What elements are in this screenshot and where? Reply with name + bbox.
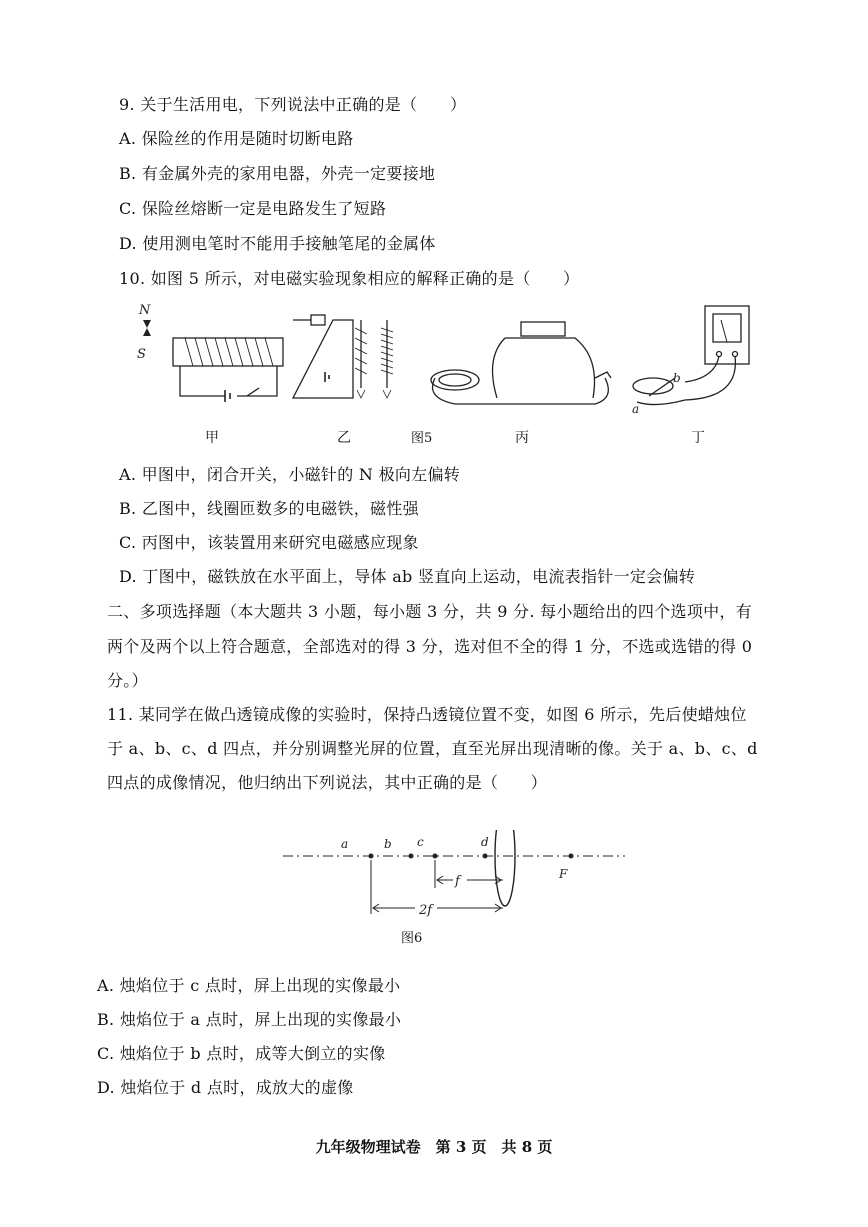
q11-stem-line-1: 11. 某同学在做凸透镜成像的实验时，保持凸透镜位置不变，如图 6 所示，先后使蜡烛位 xyxy=(107,705,747,724)
convex-lens-icon xyxy=(495,830,515,906)
compass-needle-icon xyxy=(143,320,151,336)
q11-option-b: B. 烛焰位于 a 点时，屏上出现的实像最小 xyxy=(97,1010,402,1029)
figure-5-label-yi: 乙 xyxy=(337,430,351,446)
point-2f-marker xyxy=(369,854,374,859)
point-d-marker xyxy=(483,854,488,859)
page-footer: 九年级物理试卷 第 3 页 共 8 页 xyxy=(315,1138,553,1156)
q9-stem: 9. 关于生活用电，下列说法中正确的是（ ） xyxy=(119,95,467,114)
figure-5 xyxy=(125,298,765,448)
two-f-dimension xyxy=(371,860,503,914)
f-label: f xyxy=(455,874,460,889)
compass-north-label: N xyxy=(139,303,151,318)
q9-option-d: D. 使用测电笔时不能用手接触笔尾的金属体 xyxy=(119,234,436,253)
q11-option-c: C. 烛焰位于 b 点时，成等大倒立的实像 xyxy=(97,1044,386,1063)
figure-5-ding-galvanometer xyxy=(633,306,749,405)
figure-6 xyxy=(275,830,635,950)
point-c-label: c xyxy=(417,835,424,849)
figure-5-jia-solenoid xyxy=(173,338,283,402)
q10-option-a: A. 甲图中，闭合开关，小磁针的 N 极向左偏转 xyxy=(119,465,461,484)
compass-south-label: S xyxy=(137,347,146,362)
point-between-marker xyxy=(409,854,414,859)
two-f-label: 2f xyxy=(419,903,433,918)
q9-option-b: B. 有金属外壳的家用电器，外壳一定要接地 xyxy=(119,164,436,183)
q10-option-b: B. 乙图中，线圈匝数多的电磁铁，磁性强 xyxy=(119,499,419,518)
q9-option-c: C. 保险丝熔断一定是电路发生了短路 xyxy=(119,199,387,218)
q11-stem-line-2: 于 a、b、c、d 四点，并分别调整光屏的位置，直至光屏出现清晰的像。关于 a、b、c、d xyxy=(107,739,758,758)
q11-stem-line-3: 四点的成像情况，他归纳出下列说法，其中正确的是（ ） xyxy=(107,773,548,792)
figure-5-label-bing: 丙 xyxy=(515,430,529,446)
conductor-b-label: b xyxy=(673,371,681,385)
q9-option-a: A. 保险丝的作用是随时切断电路 xyxy=(119,129,354,148)
figure-6-caption: 图6 xyxy=(401,931,423,946)
f-dimension xyxy=(435,860,503,888)
section-2-line-1: 二、多项选择题（本大题共 3 小题，每小题 3 分，共 9 分. 每小题给出的四个选项中，有 xyxy=(107,602,753,621)
point-focus-marker xyxy=(569,854,574,859)
figure-5-bing-device xyxy=(431,322,611,404)
q10-option-c: C. 丙图中，该装置用来研究电磁感应现象 xyxy=(119,533,419,552)
point-f-marker xyxy=(433,854,438,859)
q11-option-a: A. 烛焰位于 c 点时，屏上出现的实像最小 xyxy=(97,976,401,995)
point-d-label: d xyxy=(481,835,489,849)
point-b-label: b xyxy=(384,837,392,851)
figure-5-label-jia: 甲 xyxy=(205,430,219,446)
point-a-label: a xyxy=(341,837,349,851)
figure-5-caption: 图5 xyxy=(411,431,433,446)
q10-stem: 10. 如图 5 所示，对电磁实验现象相应的解释正确的是（ ） xyxy=(119,269,580,288)
q11-option-d: D. 烛焰位于 d 点时，成放大的虚像 xyxy=(97,1078,354,1097)
section-2-line-3: 分。） xyxy=(107,671,148,690)
focus-label: F xyxy=(559,867,568,881)
figure-5-label-ding: 丁 xyxy=(691,430,705,446)
figure-5-yi-electromagnets xyxy=(293,315,393,398)
q10-option-d: D. 丁图中，磁铁放在水平面上，导体 ab 竖直向上运动，电流表指针一定会偏转 xyxy=(119,567,696,586)
section-2-line-2: 两个及两个以上符合题意，全部选对的得 3 分，选对但不全的得 1 分，不选或选错的得 0 xyxy=(107,637,753,656)
conductor-a-label: a xyxy=(632,402,640,416)
